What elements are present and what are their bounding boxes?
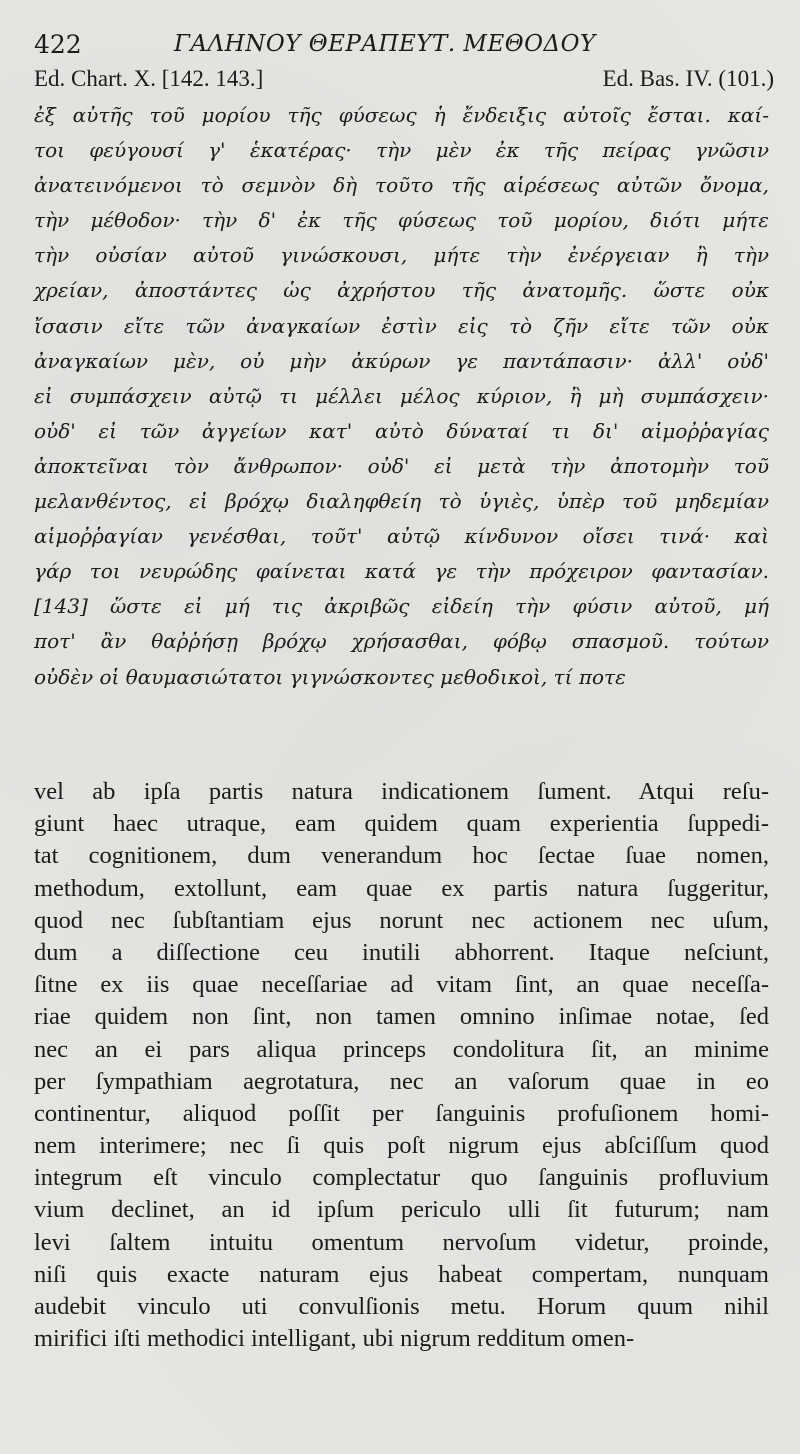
greek-text-line: γάρ τοι νευρώδης φαίνεται κατά γε τὴν πρόχειρον φαντασίαν. (34, 559, 769, 584)
greek-text-line: ἴσασιν εἴτε τῶν ἀναγκαίων ἐστὶν εἰς τὸ ζῆν εἴτε τῶν οὐκ (34, 313, 769, 338)
greek-text-line: τὴν οὐσίαν αὐτοῦ γινώσκουσι, μήτε τὴν ἐνέργειαν ἢ τὴν (34, 243, 769, 268)
latin-text-line: vel ab ipſa partis natura indicationem ſument. Atqui reſu- (34, 778, 769, 805)
greek-text-line: ἀναγκαίων μὲν, οὐ μὴν ἀκύρων γε παντάπασιν· ἀλλ' οὐδ' (34, 348, 769, 373)
running-title: ΓΑΛΗΝΟΥ ΘΕΡΑΠΕΥΤ. ΜΕΘΟΔΟΥ (174, 31, 596, 57)
edition-basel-reference: Ed. Bas. IV. (101.) (602, 66, 774, 91)
greek-text-line: οὐδ' εἰ τῶν ἀγγείων κατ' αὐτὸ δύναταί τι δι' αἱμοῤῥαγίας (34, 418, 769, 443)
latin-text-line: methodum, extollunt, eam quae ex partis natura ſuggeritur, (34, 874, 769, 902)
greek-text-line: αἱμοῤῥαγίαν γενέσθαι, τοῦτ' αὐτῷ κίνδυνον οἴσει τινά· καὶ (34, 524, 769, 549)
latin-text-line: vium declinet, an id ipſum periculo ulli ſit futurum; nam (34, 1196, 769, 1224)
latin-translation-block (34, 776, 769, 1355)
greek-text-line: χρείαν, ἀποστάντες ὡς ἀχρήστου τῆς ἀνατομῆς. ὥστε οὐκ (34, 278, 769, 303)
greek-text-line: εἰ συμπάσχειν αὐτῷ τι μέλλει μέλος κύριον, ἢ μὴ συμπάσχειν· (34, 383, 769, 408)
page-number: 422 (34, 30, 82, 59)
latin-text-line: nem interimere; nec ſi quis poſt nigrum ejus abſciſſum quod (34, 1132, 769, 1160)
latin-text-line: tat cognitionem, dum venerandum hoc ſectae ſuae nomen, (34, 842, 769, 870)
latin-text-line: audebit vinculo uti convulſionis metu. Horum quum nihil (34, 1293, 769, 1320)
latin-text-line: giunt haec utraque, eam quidem quam experientia ſuppedi- (34, 810, 769, 838)
greek-text-line: ποτ' ἂν θαῤῥήσῃ βρόχῳ χρήσασθαι, φόβῳ σπασμοῦ. τούτων (34, 629, 769, 654)
latin-text-line: dum a diſſectione ceu inutili abhorrent. Itaque neſciunt, (34, 938, 769, 966)
latin-text-line: integrum eſt vinculo complectatur quo ſanguinis profluvium (34, 1164, 769, 1192)
latin-text-line: quod nec ſubſtantiam ejus norunt nec actionem nec uſum, (34, 906, 769, 934)
page-header (34, 24, 774, 64)
latin-text-line: continentur, aliquod poſſit per ſanguinis profuſionem homi- (34, 1099, 769, 1127)
latin-text-line: ſitne ex iis quae neceſſariae ad vitam ſint, an quae neceſſa- (34, 971, 769, 999)
greek-text-block (34, 98, 769, 695)
latin-text-line: niſi quis exacte naturam ejus habeat compertam, nunquam (34, 1260, 769, 1288)
latin-text-line: per ſympathiam aegrotatura, nec an vaſorum quae in eo (34, 1067, 769, 1095)
greek-text-line: ἀποκτεῖναι τὸν ἄνθρωπον· οὐδ' εἰ μετὰ τὴν ἀποτομὴν τοῦ (34, 453, 769, 478)
greek-text-line: τοι φεύγουσί γ' ἑκατέρας· τὴν μὲν ἐκ τῆς πείρας γνῶσιν (34, 138, 769, 163)
greek-text-line: ἀνατεινόμενοι τὸ σεμνὸν δὴ τοῦτο τῆς αἱρέσεως αὐτῶν ὄνομα, (34, 173, 769, 198)
greek-text-line: οὐδὲν οἱ θαυμασιώτατοι γιγνώσκοντες μεθοδικοὶ, τί ποτε (34, 664, 626, 689)
greek-text-line: μελανθέντος, εἰ βρόχῳ διαληφθείη τὸ ὑγιὲς, ὑπὲρ τοῦ μηδεμίαν (34, 489, 769, 514)
edition-references (34, 66, 774, 98)
edition-chartier-reference: Ed. Chart. X. [142. 143.] (34, 66, 264, 91)
latin-text-line: nec an ei pars aliqua princeps condolitura ſit, an minime (34, 1035, 769, 1063)
greek-text-line: ἐξ αὐτῆς τοῦ μορίου τῆς φύσεως ἡ ἔνδειξις αὐτοῖς ἔσται. καί- (34, 103, 769, 127)
greek-text-line: τὴν μέθοδον· τὴν δ' ἐκ τῆς φύσεως τοῦ μορίου, διότι μήτε (34, 208, 769, 233)
greek-text-line: [143] ὥστε εἰ μή τις ἀκριβῶς εἰδείη τὴν φύσιν αὐτοῦ, μή (34, 594, 769, 619)
latin-text-line: mirifici iſti methodici intelligant, ubi nigrum redditum omen- (34, 1325, 635, 1353)
latin-text-line: levi ſaltem intuitu omentum nervoſum videtur, proinde, (34, 1228, 769, 1256)
latin-text-line: riae quidem non ſint, non tamen omnino inſimae notae, ſed (34, 1003, 769, 1031)
